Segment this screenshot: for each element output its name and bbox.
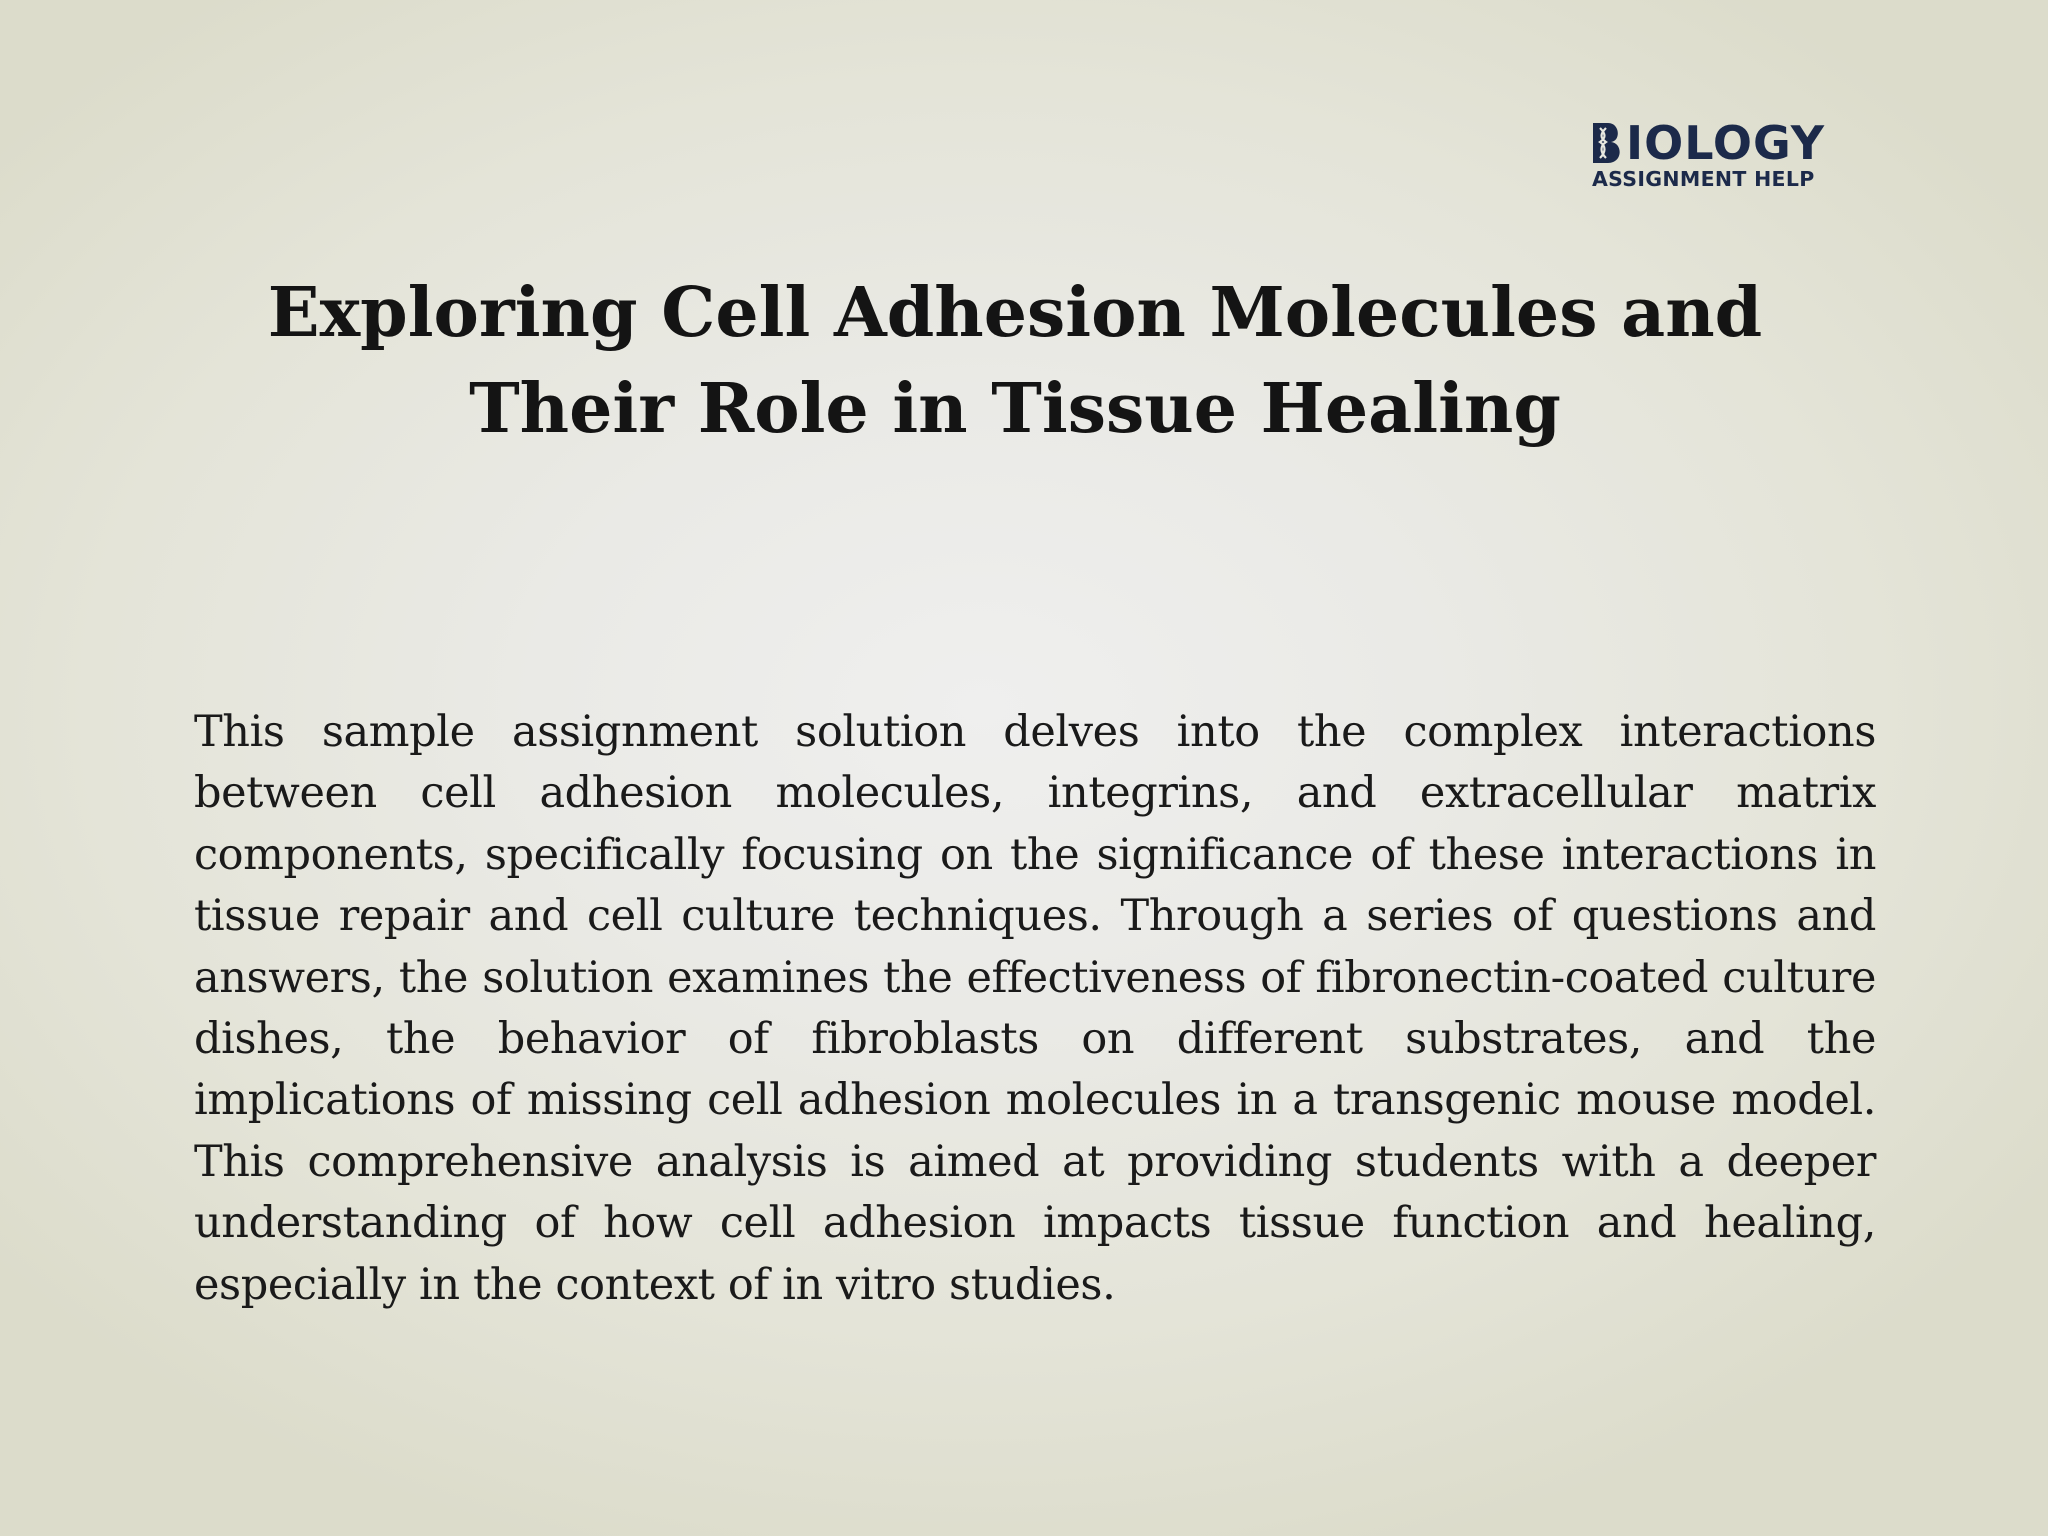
slide-title xyxy=(200,265,1830,457)
brand-logo xyxy=(1590,118,1865,198)
logo-wordmark xyxy=(1590,118,1865,168)
title-line-1: Exploring Cell Adhesion Molecules and xyxy=(267,273,1763,353)
logo-subtitle: ASSIGNMENT HELP xyxy=(1592,167,1815,191)
dna-letter-b-icon xyxy=(1590,120,1624,166)
logo-word: IOLOGY xyxy=(1626,116,1826,170)
title-line-2: Their Role in Tissue Healing xyxy=(469,369,1561,449)
body-paragraph: This sample assignment solution delves into the complex interactions between cell adhesion molecules, integrins, and extracellular matrix components, specifically focusing on the significance of these interactions in tissue repair and cell culture techniques. Through a series of questions and answers, the solution examines the effectiveness of fibronectin-coated culture dishes, the behavior of fibroblasts on different substrates, and the implications of missing cell adhesion molecules in a transgenic mouse model. This comprehensive analysis is aimed at providing students with a deeper understanding of how cell adhesion impacts tissue function and healing, especially in the context of in vitro studies. xyxy=(194,707,1876,1310)
